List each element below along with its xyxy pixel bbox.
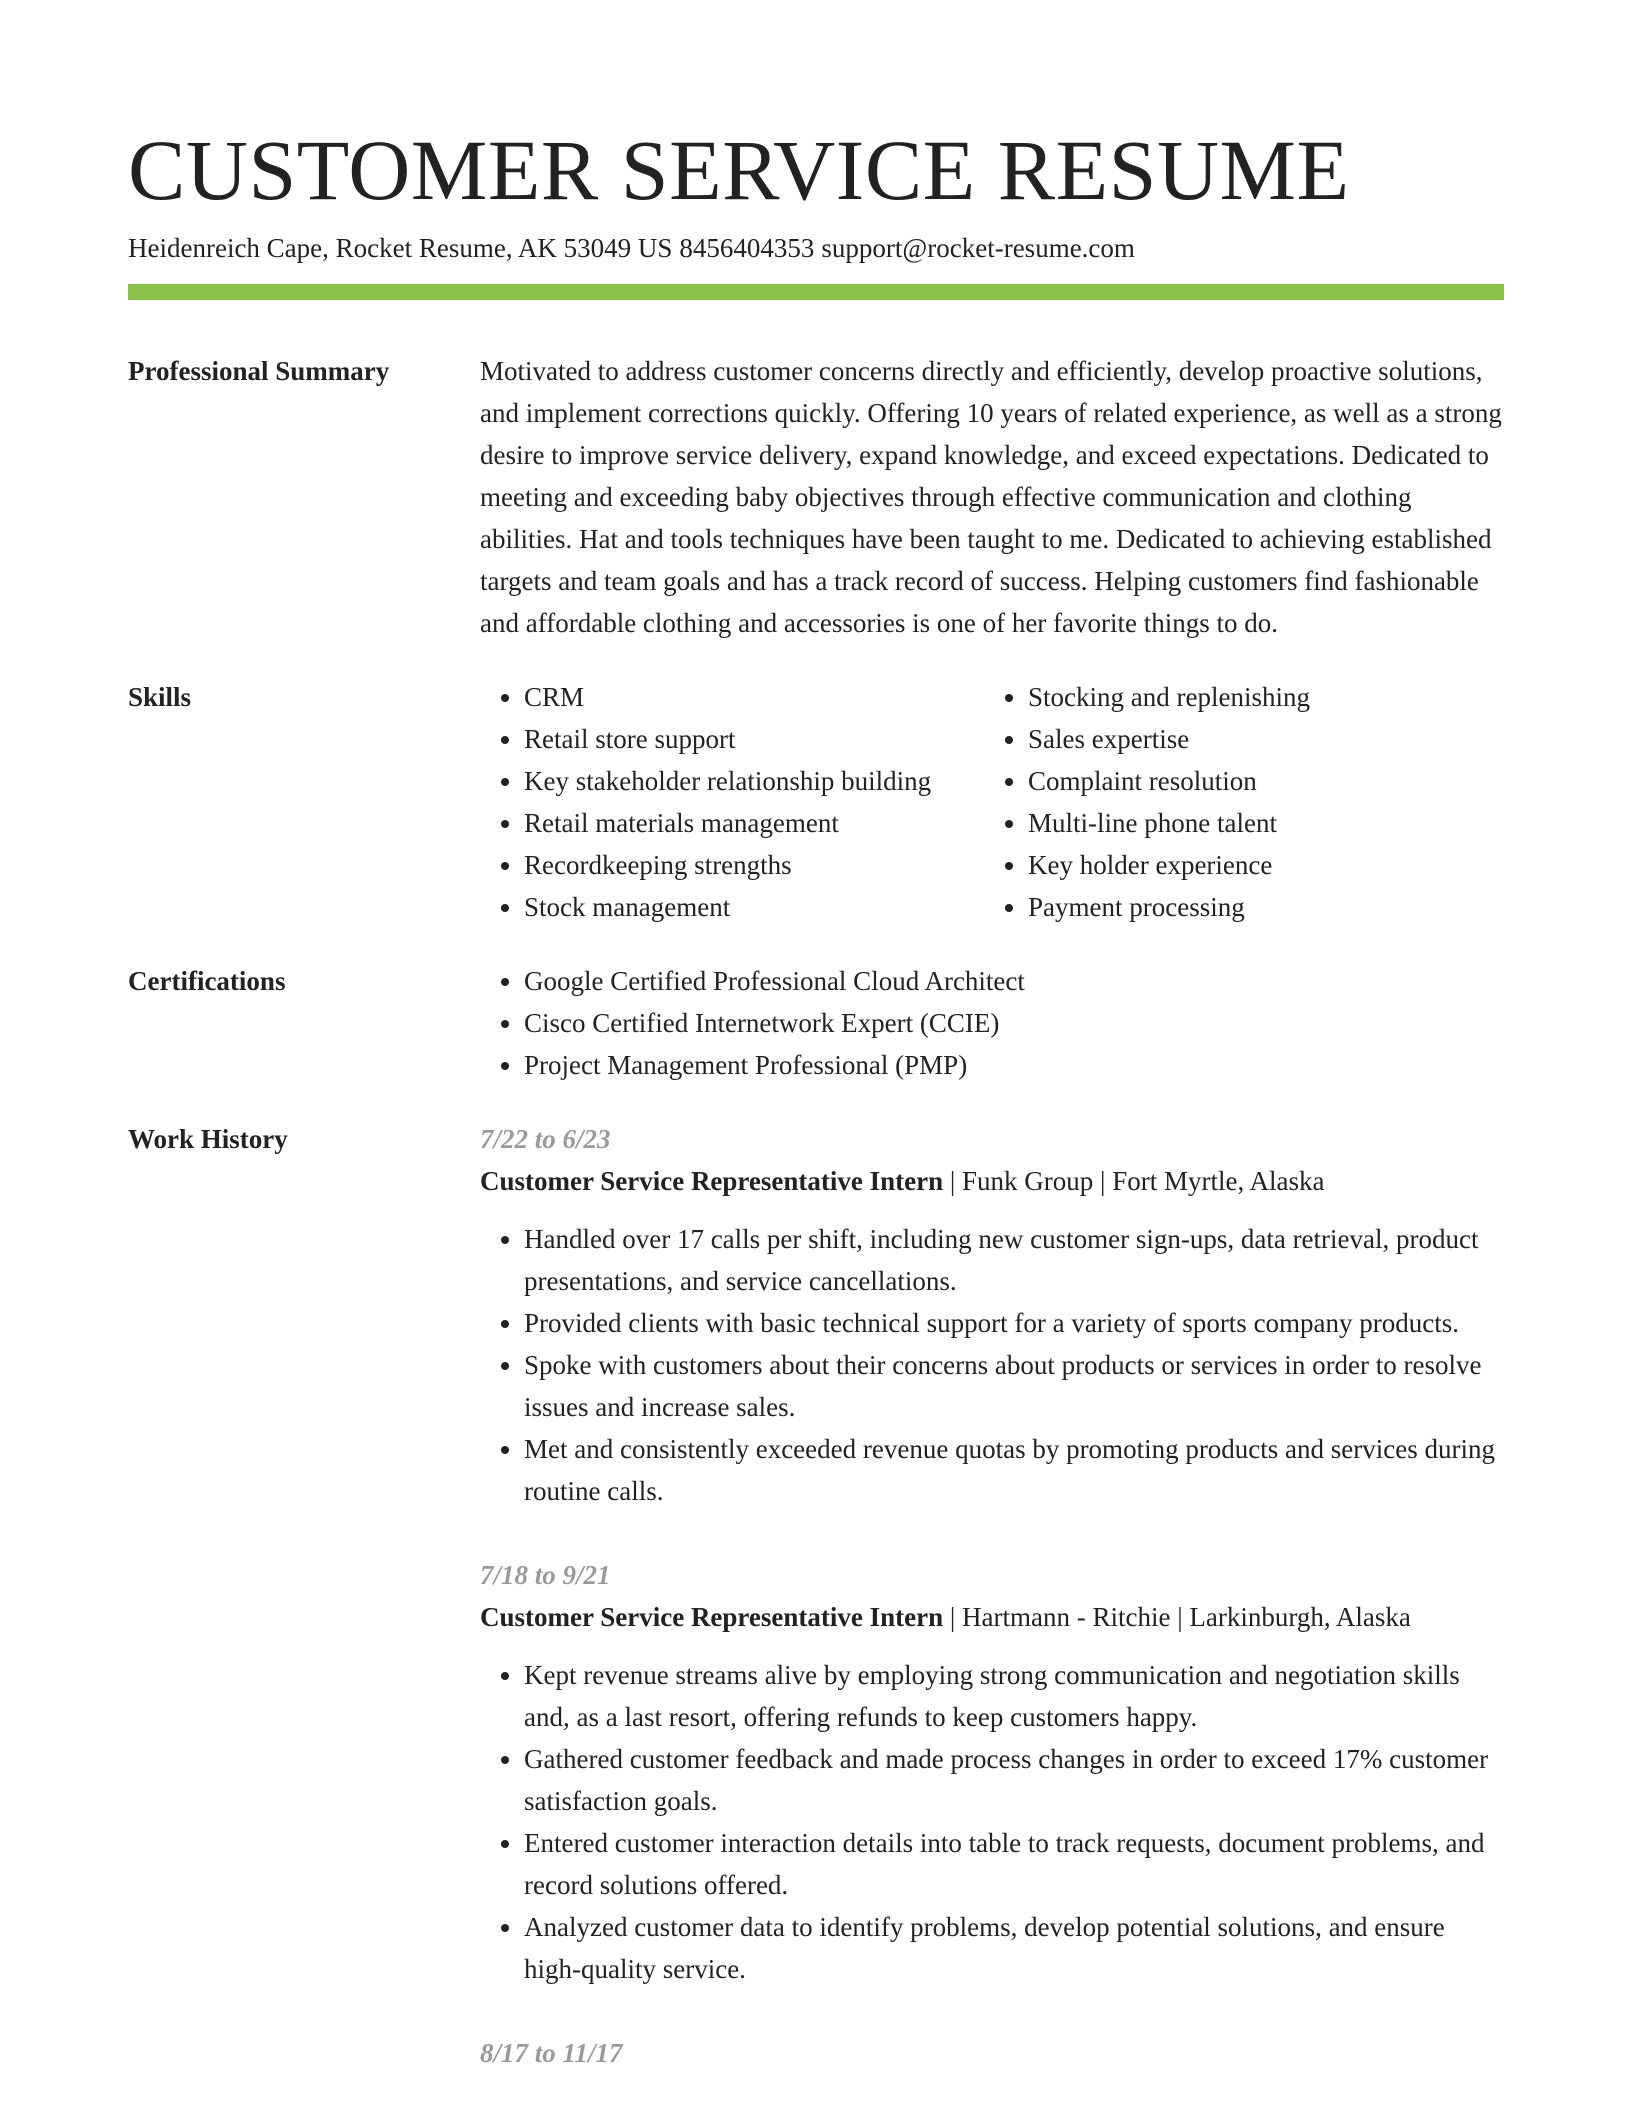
job-bullets <box>480 1218 1504 1512</box>
job-employer-location: | Funk Group | Fort Myrtle, Alaska <box>943 1166 1325 1196</box>
job-heading <box>480 1160 1504 1202</box>
job-title: Customer Service Representative Intern <box>480 1166 944 1196</box>
work-history-list <box>480 1118 1504 2116</box>
certification-item: • Cisco Certified Internetwork Expert (CCIE) <box>524 1002 1504 1044</box>
job-bullet: • Met and consistently exceeded revenue quotas by promoting products and services during routine calls. <box>524 1428 1504 1512</box>
job-dates: 8/17 to 11/17 <box>480 2038 623 2068</box>
job-entry <box>480 2032 1504 2074</box>
job-bullet: • Provided clients with basic technical support for a variety of sports company products. <box>524 1302 1504 1344</box>
certification-item: • Google Certified Professional Cloud Architect <box>524 960 1504 1002</box>
job-bullet: • Entered customer interaction details into table to track requests, document problems, and record solutions offered. <box>524 1822 1504 1906</box>
skill-item: • Key holder experience <box>1028 844 1310 886</box>
job-entry <box>480 1118 1504 1512</box>
work-history-heading: Work History <box>128 1124 288 1154</box>
skill-item: • Stocking and replenishing <box>1028 676 1310 718</box>
contact-email: support@rocket-resume.com <box>821 233 1135 263</box>
job-dates: 7/22 to 6/23 <box>480 1124 611 1154</box>
skill-item: • CRM <box>524 676 984 718</box>
job-bullet: • Handled over 17 calls per shift, including new customer sign-ups, data retrieval, product presentations, and service cancellations. <box>524 1218 1504 1302</box>
resume-page <box>128 120 1504 2116</box>
certifications-bullets <box>480 960 1504 1086</box>
job-bullet: • Spoke with customers about their concerns about products or services in order to resolve issues and increase sales. <box>524 1344 1504 1428</box>
certifications-list <box>480 960 1504 1086</box>
work-history-section <box>128 1118 1504 2116</box>
job-bullet: • Kept revenue streams alive by employing strong communication and negotiation skills and, as a last resort, offering refunds to keep customers happy. <box>524 1654 1504 1738</box>
certifications-section <box>128 960 1504 1086</box>
job-title: Customer Service Representative Intern <box>480 1602 944 1632</box>
skills-section <box>128 676 1504 928</box>
skills-column-2 <box>984 676 1310 928</box>
skill-item: • Multi-line phone talent <box>1028 802 1310 844</box>
job-bullet: • Gathered customer feedback and made process changes in order to exceed 17% customer satisfaction goals. <box>524 1738 1504 1822</box>
skill-item: • Recordkeeping strengths <box>524 844 984 886</box>
summary-section <box>128 350 1504 644</box>
certification-item: • Project Management Professional (PMP) <box>524 1044 1504 1086</box>
skill-item: • Stock management <box>524 886 984 928</box>
skill-item: • Retail store support <box>524 718 984 760</box>
skill-item: • Payment processing <box>1028 886 1310 928</box>
skill-item: • Key stakeholder relationship building <box>524 760 984 802</box>
skill-item: • Complaint resolution <box>1028 760 1310 802</box>
job-employer-location: | Hartmann - Ritchie | Larkinburgh, Alaska <box>943 1602 1411 1632</box>
contact-address: Heidenreich Cape, Rocket Resume, AK 53049 US <box>128 233 673 263</box>
skills-heading: Skills <box>128 682 192 712</box>
job-heading <box>480 1596 1504 1638</box>
summary-heading: Professional Summary <box>128 356 390 386</box>
skill-item: • Retail materials management <box>524 802 984 844</box>
summary-text: Motivated to address customer concerns directly and efficiently, develop proactive solutions, and implement corrections quickly. Offering 10 years of related experience, as well as a strong desire to improve service delivery, expand knowledge, and exceed expectations. Dedicated to meeting and exceeding baby objectives through effective communication and clothing abilities. Hat and tools techniques have been taught to me. Dedicated to achieving established targets and team goals and has a track record of success. Helping customers find fashionable and affordable clothing and accessories is one of her favorite things to do. <box>480 356 1502 638</box>
skills-column-1 <box>480 676 984 928</box>
job-bullets <box>480 1654 1504 1990</box>
certifications-heading: Certifications <box>128 966 286 996</box>
contact-phone: 8456404353 <box>679 233 815 263</box>
job-entry <box>480 1554 1504 1990</box>
resume-title: CUSTOMER SERVICE RESUME <box>128 122 1350 218</box>
accent-divider <box>128 284 1504 300</box>
job-bullet: • Analyzed customer data to identify problems, develop potential solutions, and ensure high-quality service. <box>524 1906 1504 1990</box>
skill-item: • Sales expertise <box>1028 718 1310 760</box>
skills-list <box>480 676 1504 928</box>
job-dates: 7/18 to 9/21 <box>480 1560 611 1590</box>
resume-header <box>128 120 1504 300</box>
contact-line <box>128 230 1504 266</box>
